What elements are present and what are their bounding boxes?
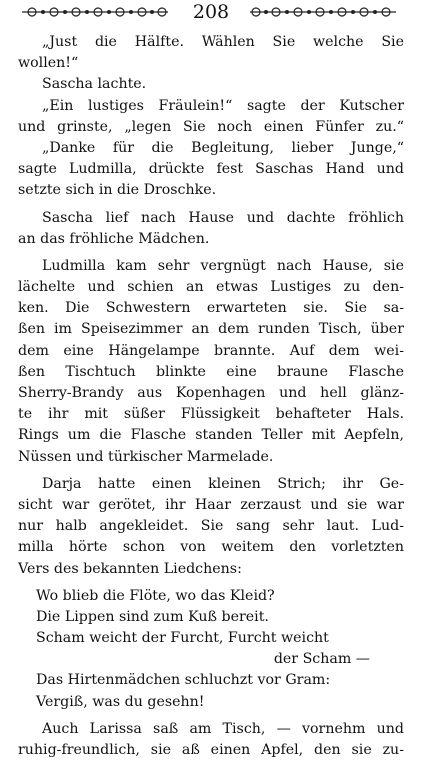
text-line: dem eine Hängelampe brannte. Auf dem wei- bbox=[18, 342, 404, 359]
text-line: lächelte und schien an etwas Lustiges zu den- bbox=[18, 279, 404, 296]
text-line: wollen!“ bbox=[18, 55, 79, 72]
text-line: Die Lippen sind zum Kuß bereit. bbox=[36, 608, 269, 625]
text-line: Auch Larissa saß am Tisch, — vornehm und bbox=[42, 720, 404, 737]
text-line: sicht war gerötet, ihr Haar zerzaust und sie war bbox=[18, 496, 404, 513]
text-line: der Scham — bbox=[273, 651, 370, 668]
text-line: „Danke für die Begleitung, lieber Junge,“ bbox=[42, 139, 404, 156]
text-line: „Ein lustiges Fräulein!“ sagte der Kutscher bbox=[42, 97, 404, 114]
text-line: sagte Ludmilla, drückte fest Saschas Hand und bbox=[18, 161, 404, 178]
text-line: te ihr mit süßer Flüssigkeit behafteter Hals. bbox=[18, 406, 404, 423]
text-line: ßen Tischtuch blinkte eine braune Flasche bbox=[18, 363, 404, 380]
text-line: ruhig-freundlich, sie aß einen Apfel, den sie zu- bbox=[18, 742, 404, 758]
text-line: Sascha lief nach Hause und dachte fröhlich bbox=[42, 209, 404, 226]
text-line: an das fröhliche Mädchen. bbox=[18, 230, 210, 247]
text-line: milla hörte schon von weitem den vorletzten bbox=[18, 539, 404, 556]
text-line: nur halb angekleidet. Sie sang sehr laut. Lud- bbox=[18, 518, 404, 535]
text-line: Nüssen und türkischer Marmelade. bbox=[18, 448, 274, 465]
text-line: Vergiß, was du gesehn! bbox=[36, 693, 205, 710]
text-line: Sherry-Brandy aus Kopenhagen und hell glänz- bbox=[18, 385, 404, 401]
text-line: ken. Die Schwestern erwarteten sie. Sie sa- bbox=[18, 300, 404, 317]
text-line: „Just die Hälfte. Wählen Sie welche Sie bbox=[42, 34, 404, 50]
ornament-left-icon bbox=[20, 4, 170, 20]
text-line: setzte sich in die Droschke. bbox=[18, 182, 217, 199]
text-line: Sascha lachte. bbox=[42, 76, 147, 93]
text-line: und grinste, „legen Sie noch einen Fünfer zu.“ bbox=[18, 118, 404, 135]
text-line: Scham weicht der Furcht, Furcht weicht bbox=[36, 630, 329, 647]
page-number: 208 bbox=[192, 1, 230, 23]
body-text bbox=[18, 32, 404, 761]
text-line: Darja hatte einen kleinen Strich; ihr Ge- bbox=[42, 475, 404, 492]
ornament-right-icon bbox=[248, 4, 398, 20]
text-line: Das Hirtenmädchen schluchzt vor Gram: bbox=[36, 672, 331, 689]
page-header bbox=[0, 0, 424, 26]
text-line: Ludmilla kam sehr vergnügt nach Hause, sie bbox=[42, 257, 404, 274]
text-line: Vers des bekannten Liedchens: bbox=[18, 560, 242, 577]
text-line: Rings um die Flasche standen Teller mit Aepfeln, bbox=[18, 427, 404, 444]
text-line: Wo blieb die Flöte, wo das Kleid? bbox=[36, 587, 275, 604]
text-line: ßen im Speisezimmer an dem runden Tisch, über bbox=[18, 321, 404, 338]
